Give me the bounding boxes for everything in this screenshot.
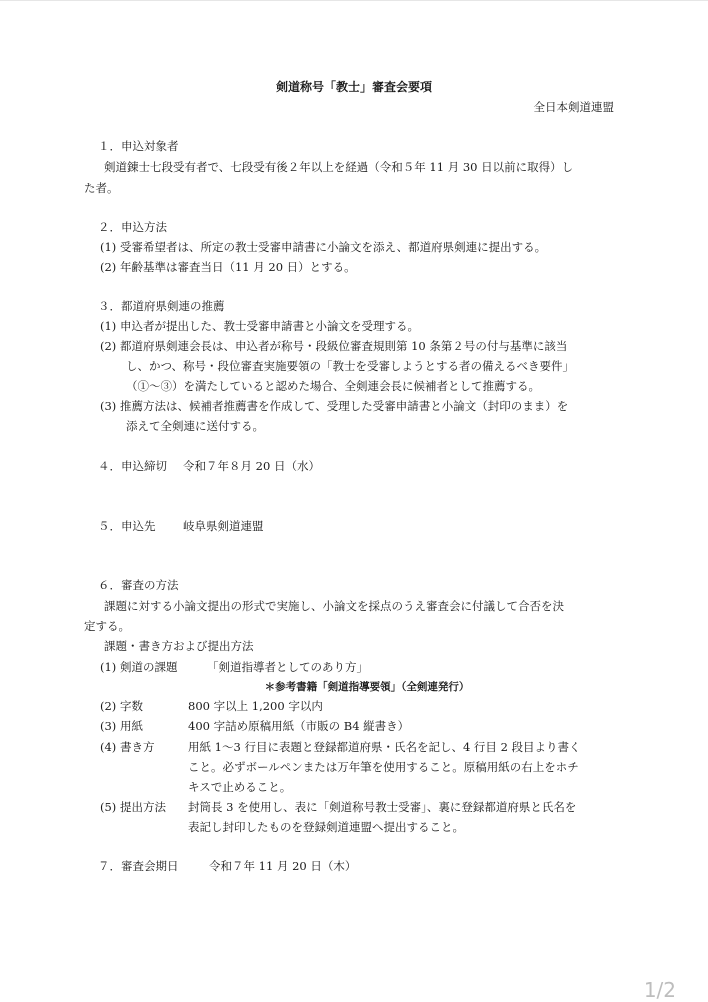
section-5-heading: ５．申込先 [98, 519, 156, 533]
section-1-text-line-2: た者。 [84, 181, 119, 195]
submission-method-line-1: 封筒長 3 を使用し、表に「剣道称号教士受審」、裏に登録都道府県と氏名を [188, 800, 577, 814]
reference-book-note: ＊参考書籍「剣道指導要領」（全剣連発行） [264, 681, 470, 693]
issuing-organization: 全日本剣道連盟 [533, 100, 614, 114]
paper-label: (3) 用紙 [100, 719, 143, 733]
document-title: 剣道称号「教士」審査会要項 [275, 80, 432, 94]
section-6-text-line-2: 定する。 [84, 619, 130, 633]
examination-date: 令和７年 11 月 20 日（木） [209, 859, 357, 873]
submission-method-line-2: 表記し封印したものを登録剣道連盟へ提出すること。 [188, 820, 464, 834]
section-2-item-1: (1) 受審希望者は、所定の教士受審申請書に小論文を添え、都道府県剣連に提出する。 [100, 240, 547, 254]
topic-value: 「剣道指導者としてのあり方」 [207, 660, 368, 674]
section-3-item-1: (1) 申込者が提出した、教士受審申請書と小論文を受理する。 [100, 319, 419, 333]
section-6-subheading: 課題・書き方および提出方法 [104, 639, 254, 653]
writing-method-line-2: こと。必ずボールペンまたは万年筆を使用すること。原稿用紙の右上をホチ [188, 760, 579, 774]
page-indicator: 1/2 [643, 978, 676, 1002]
section-1-text-line-1: 剣道錬士七段受有者で、七段受有後２年以上を経過（令和５年 11 月 30 日以前に取得）し [104, 160, 574, 174]
section-3-item-2-line-1: (2) 都道府県剣連会長は、申込者が称号・段級位審査規則第 10 条第２号の付与基準に該当 [100, 339, 568, 353]
paper-value: 400 字詰め原稿用紙（市販の B4 縦書き） [188, 719, 410, 733]
section-2-heading: ２．申込方法 [98, 220, 167, 234]
section-3-item-2-line-2: し、かつ、称号・段位審査実施要領の「教士を受審しようとする者の備えるべき要件」 [126, 359, 575, 373]
topic-label: (1) 剣道の課題 [100, 660, 178, 674]
section-3-item-3-line-2: 添えて全剣連に送付する。 [126, 419, 264, 433]
writing-method-line-3: キスで止めること。 [188, 780, 292, 794]
section-6-text-line-1: 課題に対する小論文提出の形式で実施し、小論文を採点のうえ審査会に付議して合否を決 [104, 599, 564, 613]
section-2-item-2: (2) 年齢基準は審査当日（11 月 20 日）とする。 [100, 260, 356, 274]
section-3-item-2-line-3: （①～③）を満たしていると認めた場合、全剣連会長に候補者として推薦する。 [126, 379, 540, 393]
character-count-value: 800 字以上 1,200 字以内 [188, 699, 323, 713]
section-3-item-3-line-1: (3) 推薦方法は、候補者推薦書を作成して、受理した受審申請書と小論文（封印のまま）を [100, 399, 569, 413]
application-deadline: 令和７年８月 20 日（水） [183, 459, 320, 473]
writing-method-line-1: 用紙 1～3 行目に表題と登録都道府県・氏名を記し、4 行目 2 段目より書く [188, 740, 581, 754]
section-1-heading: １．申込対象者 [98, 139, 179, 153]
writing-method-label: (4) 書き方 [100, 740, 155, 754]
section-7-heading: ７．審査会期日 [98, 859, 179, 873]
section-3-heading: ３．都道府県剣連の推薦 [98, 299, 225, 313]
application-destination: 岐阜県剣道連盟 [183, 519, 264, 533]
section-4-heading: ４．申込締切 [98, 459, 167, 473]
submission-method-label: (5) 提出方法 [100, 800, 166, 814]
section-6-heading: ６．審査の方法 [98, 578, 179, 592]
character-count-label: (2) 字数 [100, 699, 143, 713]
